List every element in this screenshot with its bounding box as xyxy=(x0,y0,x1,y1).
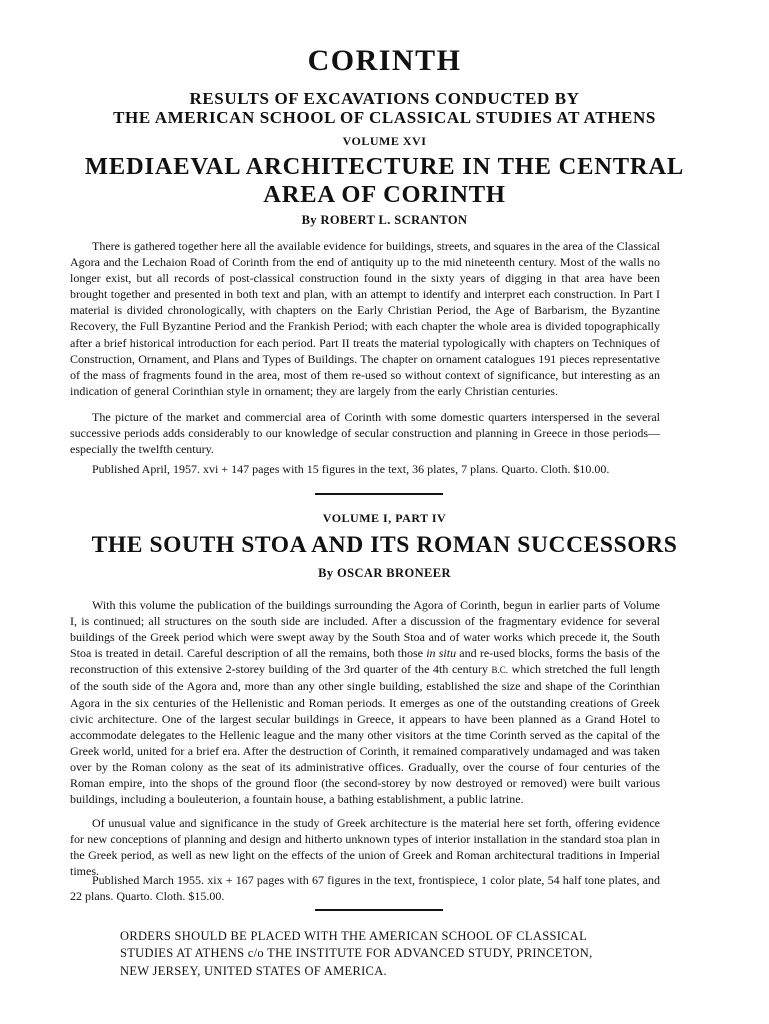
volume1-paragraph1: With this volume the publication of the buildings surrounding the Agora of Corinth, begun in earlier parts of Volume I, is continued; all structures on the south side are included. After a discussion of the fragmentary evidence for several buildings of the Greek period which were swept away by the South Stoa and of water works which precede it, the South Stoa is treated in detail. Careful description of all the remains, both those in situ and re-used blocks, forms the basis of the reconstruction of this extensive 2-storey building of the 3rd quarter of the 4th century B.C. which stretched the full length of the south side of the Agora and, more than any other single building, established the size and shape of the Corinthian Agora in the six centuries of the Hellenistic and Roman periods. It emerges as one of the outstanding creations of Greek civic architecture. One of the largest secular buildings in Greece, it appears to have been planned as a Grand Hotel to accommodate delegates to the Hellenic league and the many other visitors at the time Corinth served as the capital of the Greek world, united for a brief era. After the destruction of Corinth, it remained comparatively undamaged and was taken over by the Roman colony as the seat of its administrative offices. Gradually, over the course of four centuries of the Roman empire, into the shops of the ground floor (the second-storey by now destroyed or removed) were built various buildings, including a bouleuterion, a fountain house, a bathing establishment, a public latrine. xyxy=(70,598,660,807)
volume1-publication: Published March 1955. xix + 167 pages with 67 figures in the text, frontispiece, 1 color plate, 54 half tone plates, and 22 plans. Quarto. Cloth. $15.00. xyxy=(70,873,660,904)
series-subtitle-line2: THE AMERICAN SCHOOL OF CLASSICAL STUDIES AT ATHENS xyxy=(113,108,656,127)
volume16-label: VOLUME XVI xyxy=(342,134,427,148)
orders-line3: NEW JERSEY, UNITED STATES OF AMERICA. xyxy=(120,963,387,978)
volume1-paragraph2: Of unusual value and significance in the study of Greek architecture is the material here set forth, offering evidence for new conceptions of planning and design and hitherto unknown types of interior installation in the standard stoa plan in the Greek period, as well as new light on the effects of the union of Greek and Roman architectural traditions in Imperial times. xyxy=(70,816,660,879)
section-divider-1 xyxy=(315,493,443,495)
volume16-title-line1: MEDIAEVAL ARCHITECTURE IN THE CENTRAL xyxy=(84,153,685,180)
volume16-paragraph2: The picture of the market and commercial area of Corinth with some domestic quarters interspersed in the several successive periods adds considerably to our knowledge of secular construction and planning in Greece in those periods—especially the twelfth century. xyxy=(70,410,660,457)
volume16-paragraph1: There is gathered together here all the available evidence for buildings, streets, and squares in the area of the Classical Agora and the Lechaion Road of Corinth from the end of antiquity up to the mid nineteenth century. Most of the walls no longer exist, but all records of post-classical construction found in the sixty years of digging in that area have been brought together and presented in both text and plan, with an attempt to identify and interpret each construction. In Part I material is divided chronologically, with chapters on the Early Christian Period, the Age of Barbarism, the Byzantine Recovery, the Full Byzantine Period and the Frankish Period; with each chapter the whole area is divided topographically after a brief historical introduction for each period. Part II treats the material typologically with chapters on Techniques of Construction, Ornament, and Plans and Types of Buildings. The chapter on ornament catalogues 191 pieces representative of the mass of fragments found in the area, most of them re-used so without context of significance, but interesting as an indication of general Corinthian style in ornament; they are largely from the early Christian centuries. xyxy=(70,239,660,398)
series-title: CORINTH xyxy=(307,44,462,77)
section-divider-2 xyxy=(315,909,443,911)
volume1-title: THE SOUTH STOA AND ITS ROMAN SUCCESSORS xyxy=(91,532,678,558)
orders-line2: STUDIES AT ATHENS c/o THE INSTITUTE FOR ADVANCED STUDY, PRINCETON, xyxy=(120,946,593,961)
volume1-label: VOLUME I, PART IV xyxy=(322,511,447,525)
orders-notice xyxy=(120,928,660,980)
volume1-author: By OSCAR BRONEER xyxy=(318,566,451,580)
volume16-author: By ROBERT L. SCRANTON xyxy=(301,213,468,227)
series-subtitle-line1: RESULTS OF EXCAVATIONS CONDUCTED BY xyxy=(189,89,580,108)
volume16-title-line2: AREA OF CORINTH xyxy=(263,181,506,208)
orders-line1: ORDERS SHOULD BE PLACED WITH THE AMERICAN SCHOOL OF CLASSICAL xyxy=(120,929,588,943)
volume16-publication: Published April, 1957. xvi + 147 pages with 15 figures in the text, 36 plates, 7 plans. Quarto. Cloth. $10.00. xyxy=(92,462,610,476)
